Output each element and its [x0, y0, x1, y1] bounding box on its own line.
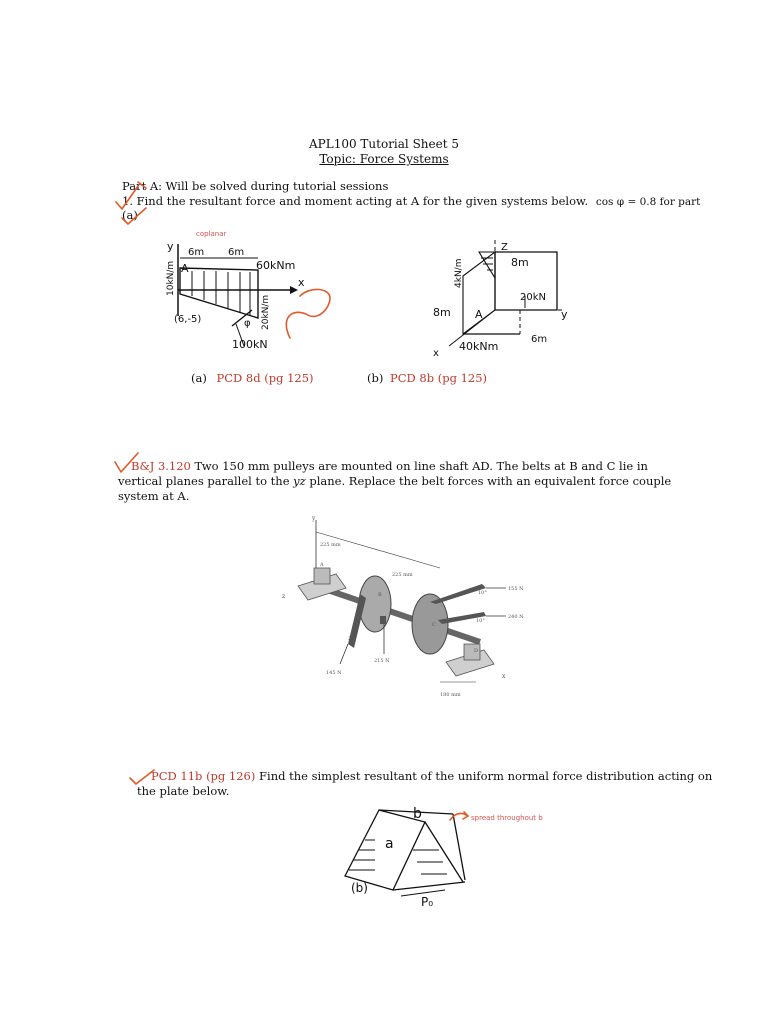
- pencil-moment-annotation: [286, 289, 330, 338]
- question-2-line1: [131, 459, 648, 473]
- document-topic: Topic: Force Systems: [319, 152, 449, 166]
- question-3-text1: Find the simplest resultant of the uniform normal force distribution acting on: [255, 769, 713, 783]
- fig-b-caption-ref: PCD 8b (pg 125): [390, 371, 488, 385]
- pulley-force-215: 215 N: [374, 658, 390, 664]
- question-1-part-label: (a): [122, 208, 138, 222]
- figure-a-diagram: [140, 238, 350, 358]
- pulley-angle-10a: 10°: [478, 590, 487, 596]
- question-1-line1: 1. Find the resultant force and moment acting at A for the given systems below.: [122, 194, 589, 208]
- pulley-A-label: A: [320, 562, 324, 568]
- question-3-line1: [151, 769, 712, 783]
- pulley-shaft-diagram: [280, 512, 524, 704]
- pulley-z-label: z: [282, 593, 286, 600]
- document-title: APL100 Tutorial Sheet 5: [308, 137, 459, 151]
- fig-a-phi-label: φ: [244, 318, 251, 329]
- fig-b-20kN: 20kN: [520, 292, 546, 303]
- fig-a-A-label: A: [181, 262, 189, 275]
- fig-b-caption-prefix: (b): [367, 371, 384, 385]
- fig-b-moment-label: 40kNm: [459, 340, 499, 353]
- question-2-line3: system at A.: [118, 489, 190, 503]
- fig-a-caption-prefix: (a): [191, 371, 207, 385]
- question-2-text2b: plane. Replace the belt forces with an equivalent force couple: [305, 474, 672, 488]
- fig-b-y-label: y: [561, 308, 568, 321]
- figure-a-caption: [191, 371, 314, 385]
- question-1-math: cos φ = 0.8 for part: [595, 196, 701, 208]
- part-a-heading: Part A: Will be solved during tutorial sessions: [122, 179, 389, 193]
- question-2-text2a: vertical planes parallel to the: [118, 474, 294, 488]
- figure-b-diagram: [425, 238, 575, 358]
- fig-a-dim-6m-1: 6m: [188, 247, 205, 258]
- fig-b-A-label: A: [475, 308, 483, 321]
- question-2-line2: [118, 474, 671, 488]
- spread-arrow-annotation: [448, 808, 472, 824]
- plate-caption: (b): [351, 881, 368, 895]
- fig-a-dim-6m-2: 6m: [228, 247, 245, 258]
- pulley-dim-180: 180 mm: [440, 692, 461, 698]
- fig-b-load-label: 4kN/m: [454, 258, 464, 288]
- annotation-spread: spread throughout b: [471, 814, 543, 822]
- figure-b-caption: [367, 371, 487, 385]
- fig-b-x-label: x: [433, 348, 439, 359]
- pulley-force-155: 155 N: [508, 586, 524, 592]
- plate-p0-label: P₀: [421, 895, 434, 909]
- fig-b-8m-top: 8m: [511, 256, 529, 269]
- pulley-C-label: C: [432, 622, 436, 628]
- question-1-text: [122, 194, 700, 208]
- pulley-y-label: y: [312, 515, 316, 522]
- question-3-ref: PCD 11b (pg 126): [151, 769, 256, 783]
- pulley-D-label: D: [474, 648, 479, 654]
- pulley-B-label: B: [378, 592, 382, 598]
- pulley-x-label: x: [502, 673, 506, 680]
- check-mark-annotation: [112, 178, 152, 228]
- fig-b-z-label: Z: [501, 242, 508, 253]
- plate-a-label: a: [385, 836, 394, 852]
- fig-a-caption-ref: PCD 8d (pg 125): [216, 371, 314, 385]
- fig-b-8m-left: 8m: [433, 306, 451, 319]
- pulley-dim-225b: 225 mm: [392, 572, 413, 578]
- question-3-line2: the plate below.: [137, 784, 230, 798]
- fig-a-y-label: y: [167, 240, 174, 253]
- fig-a-force-label: 100kN: [232, 338, 268, 351]
- question-2-text2-italic: yz: [293, 474, 306, 488]
- fig-b-6m: 6m: [531, 334, 548, 345]
- pulley-force-240: 240 N: [508, 614, 524, 620]
- fig-a-left-load-label: 10kN/m: [166, 260, 176, 296]
- plate-b-label: b: [413, 806, 422, 822]
- fig-a-right-load-label: 20kN/m: [261, 294, 271, 330]
- pulley-force-145: 145 N: [326, 670, 342, 676]
- fig-a-moment-label: 60kNm: [256, 259, 296, 272]
- pulley-angle-20: 20°: [348, 636, 357, 642]
- pulley-angle-10b: 10°: [476, 618, 485, 624]
- fig-a-point-label: (6,-5): [174, 314, 202, 325]
- pulley-dim-225a: 225 mm: [320, 542, 341, 548]
- question-2-ref: B&J 3.120: [131, 459, 191, 473]
- fig-a-x-label: x: [298, 276, 305, 289]
- annotation-coplanar: coplanar: [196, 230, 227, 238]
- question-2-text1: Two 150 mm pulleys are mounted on line shaft AD. The belts at B and C lie in: [190, 459, 648, 473]
